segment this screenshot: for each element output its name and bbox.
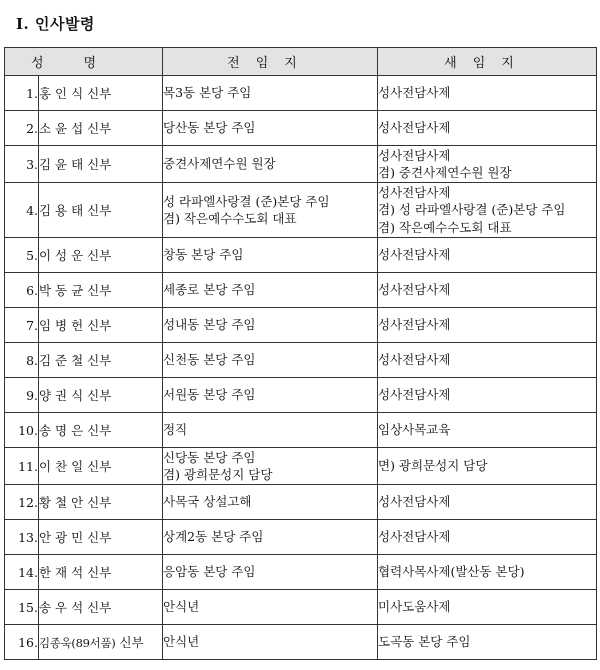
- priest-name-cell: [39, 183, 163, 238]
- priest-name: 홍 인 식: [39, 86, 84, 101]
- priest-title: 신부: [87, 495, 112, 510]
- personnel-table: [4, 47, 597, 660]
- row-number: 6.: [5, 273, 39, 308]
- priest-title: 신부: [87, 600, 112, 615]
- new-post-line: 성사전담사제: [378, 387, 451, 403]
- table-row: [5, 238, 597, 273]
- previous-post-cell: [163, 343, 378, 378]
- previous-post-line: 목3동 본당 주임: [163, 85, 252, 101]
- row-number: 14.: [5, 555, 39, 590]
- priest-name-cell: [39, 76, 163, 111]
- priest-title: 신부: [87, 530, 112, 545]
- new-post-cell: [378, 413, 597, 448]
- table-row: [5, 378, 597, 413]
- priest-name-cell: [39, 485, 163, 520]
- priest-name-cell: [39, 520, 163, 555]
- previous-post-cell: [163, 448, 378, 485]
- previous-post-line: 상계2동 본당 주임: [163, 529, 264, 545]
- priest-title: 신부: [87, 318, 112, 333]
- previous-post-line: 안식년: [163, 634, 200, 650]
- new-post-cell: [378, 378, 597, 413]
- priest-title: 신부: [87, 283, 112, 298]
- priest-title: 신부: [87, 121, 112, 136]
- new-post-cell: [378, 111, 597, 146]
- new-post-line: 협력사목사제(발산동 본당): [378, 564, 525, 580]
- new-post-cell: [378, 343, 597, 378]
- new-post-cell: [378, 273, 597, 308]
- priest-name: 김 용 태: [39, 203, 84, 218]
- previous-post-line: 창동 본당 주임: [163, 247, 244, 263]
- new-post-cell: [378, 520, 597, 555]
- table-row: [5, 146, 597, 183]
- priest-name-cell: [39, 413, 163, 448]
- previous-post-line: 세종로 본당 주임: [163, 282, 256, 298]
- priest-title: 신부: [87, 459, 112, 474]
- previous-post-cell: [163, 413, 378, 448]
- previous-post-line: 신천동 본당 주임: [163, 352, 256, 368]
- priest-name-cell: [39, 378, 163, 413]
- table-header-row: [5, 48, 597, 76]
- priest-title: 신부: [87, 203, 112, 218]
- priest-title: 신부: [87, 353, 112, 368]
- previous-post-line: 성내동 본당 주임: [163, 317, 256, 333]
- row-number: 2.: [5, 111, 39, 146]
- priest-title: 신부: [119, 635, 144, 650]
- header-previous-post: 전임지: [163, 48, 378, 76]
- previous-post-line: 안식년: [163, 599, 200, 615]
- row-number: 3.: [5, 146, 39, 183]
- previous-post-line: 겸) 광희문성지 담당: [163, 467, 273, 482]
- new-post-line: 성사전담사제: [378, 184, 451, 200]
- previous-post-cell: [163, 111, 378, 146]
- priest-name: 김 준 철: [39, 353, 84, 368]
- new-post-cell: [378, 448, 597, 485]
- priest-name: 소 윤 섭: [39, 121, 84, 136]
- previous-post-line: 성 라파엘사랑결 (준)본당 주임: [163, 193, 330, 209]
- previous-post-cell: [163, 590, 378, 625]
- new-post-cell: [378, 308, 597, 343]
- new-post-line: 겸) 작은예수수도회 대표: [378, 219, 512, 235]
- new-post-cell: [378, 238, 597, 273]
- new-post-line: 성사전담사제: [378, 247, 451, 263]
- new-post-line: 성사전담사제: [378, 85, 451, 101]
- row-number: 9.: [5, 378, 39, 413]
- new-post-line: 성사전담사제: [378, 282, 451, 298]
- section-title: Ⅰ. 인사발령: [16, 15, 95, 33]
- previous-post-line: 당산동 본당 주임: [163, 120, 256, 136]
- priest-title: 신부: [87, 423, 112, 438]
- previous-post-cell: [163, 485, 378, 520]
- priest-name: 양 권 식: [39, 388, 84, 403]
- previous-post-cell: [163, 378, 378, 413]
- row-number: 4.: [5, 183, 39, 238]
- previous-post-line: 겸) 작은예수수도회 대표: [163, 211, 297, 226]
- table-row: [5, 183, 597, 238]
- priest-name-cell: [39, 111, 163, 146]
- new-post-line: 겸) 중견사제연수원 원장: [378, 165, 512, 180]
- previous-post-cell: [163, 76, 378, 111]
- new-post-line: 겸) 성 라파엘사랑결 (준)본당 주임: [378, 202, 566, 218]
- previous-post-cell: [163, 273, 378, 308]
- header-name: 성명: [5, 48, 163, 76]
- priest-name: 김 윤 태: [39, 157, 84, 172]
- previous-post-cell: [163, 238, 378, 273]
- new-post-line: 성사전담사제: [378, 147, 451, 163]
- table-row: [5, 308, 597, 343]
- table-row: [5, 76, 597, 111]
- priest-name: 황 철 안: [39, 495, 84, 510]
- priest-name: 박 동 균: [39, 283, 84, 298]
- row-number: 7.: [5, 308, 39, 343]
- priest-title: 신부: [87, 248, 112, 263]
- priest-title: 신부: [87, 565, 112, 580]
- table-row: [5, 273, 597, 308]
- priest-name: 한 재 석: [39, 565, 84, 580]
- priest-name: 안 광 민: [39, 530, 84, 545]
- new-post-line: 임상사목교육: [378, 422, 451, 438]
- new-post-cell: [378, 76, 597, 111]
- priest-title: 신부: [87, 157, 112, 172]
- new-post-line: 미사도움사제: [378, 599, 451, 615]
- priest-name-cell: [39, 555, 163, 590]
- previous-post-line: 신당동 본당 주임: [163, 449, 256, 465]
- new-post-line: 면) 광희문성지 담당: [378, 458, 488, 474]
- row-number: 12.: [5, 485, 39, 520]
- previous-post-line: 중견사제연수원 원장: [163, 156, 276, 172]
- previous-post-cell: [163, 308, 378, 343]
- previous-post-cell: [163, 146, 378, 183]
- new-post-line: 성사전담사제: [378, 317, 451, 333]
- priest-name: 이 찬 일: [39, 459, 84, 474]
- priest-name-cell: [39, 146, 163, 183]
- table-row: [5, 413, 597, 448]
- previous-post-cell: [163, 520, 378, 555]
- table-body: [5, 76, 597, 660]
- row-number: 1.: [5, 76, 39, 111]
- row-number: 10.: [5, 413, 39, 448]
- table-row: [5, 555, 597, 590]
- new-post-line: 성사전담사제: [378, 352, 451, 368]
- table-row: [5, 448, 597, 485]
- priest-name: 김종욱(89서품): [39, 636, 116, 650]
- table-row: [5, 520, 597, 555]
- new-post-line: 성사전담사제: [378, 529, 451, 545]
- new-post-cell: [378, 485, 597, 520]
- previous-post-line: 응암동 본당 주임: [163, 564, 256, 580]
- new-post-line: 도곡동 본당 주임: [378, 634, 471, 650]
- new-post-cell: [378, 183, 597, 238]
- row-number: 13.: [5, 520, 39, 555]
- new-post-line: 성사전담사제: [378, 120, 451, 136]
- table-row: [5, 111, 597, 146]
- priest-title: 신부: [87, 86, 112, 101]
- row-number: 15.: [5, 590, 39, 625]
- priest-title: 신부: [87, 388, 112, 403]
- new-post-cell: [378, 625, 597, 660]
- previous-post-line: 정직: [163, 422, 188, 438]
- previous-post-cell: [163, 183, 378, 238]
- priest-name-cell: [39, 448, 163, 485]
- priest-name-cell: [39, 343, 163, 378]
- previous-post-cell: [163, 555, 378, 590]
- table-row: [5, 343, 597, 378]
- row-number: 5.: [5, 238, 39, 273]
- priest-name: 이 성 운: [39, 248, 84, 263]
- previous-post-line: 서원동 본당 주임: [163, 387, 256, 403]
- priest-name: 송 명 은: [39, 423, 84, 438]
- priest-name-cell: [39, 238, 163, 273]
- priest-name-cell: [39, 308, 163, 343]
- row-number: 16.: [5, 625, 39, 660]
- table-row: [5, 485, 597, 520]
- header-new-post: 새임지: [378, 48, 597, 76]
- previous-post-line: 사목국 상설고해: [163, 494, 252, 510]
- priest-name: 송 우 석: [39, 600, 84, 615]
- table-row: [5, 625, 597, 660]
- row-number: 8.: [5, 343, 39, 378]
- new-post-cell: [378, 555, 597, 590]
- priest-name-cell: [39, 625, 163, 660]
- table-row: [5, 590, 597, 625]
- previous-post-cell: [163, 625, 378, 660]
- priest-name: 임 병 헌: [39, 318, 84, 333]
- new-post-line: 성사전담사제: [378, 494, 451, 510]
- new-post-cell: [378, 146, 597, 183]
- priest-name-cell: [39, 273, 163, 308]
- row-number: 11.: [5, 448, 39, 485]
- priest-name-cell: [39, 590, 163, 625]
- new-post-cell: [378, 590, 597, 625]
